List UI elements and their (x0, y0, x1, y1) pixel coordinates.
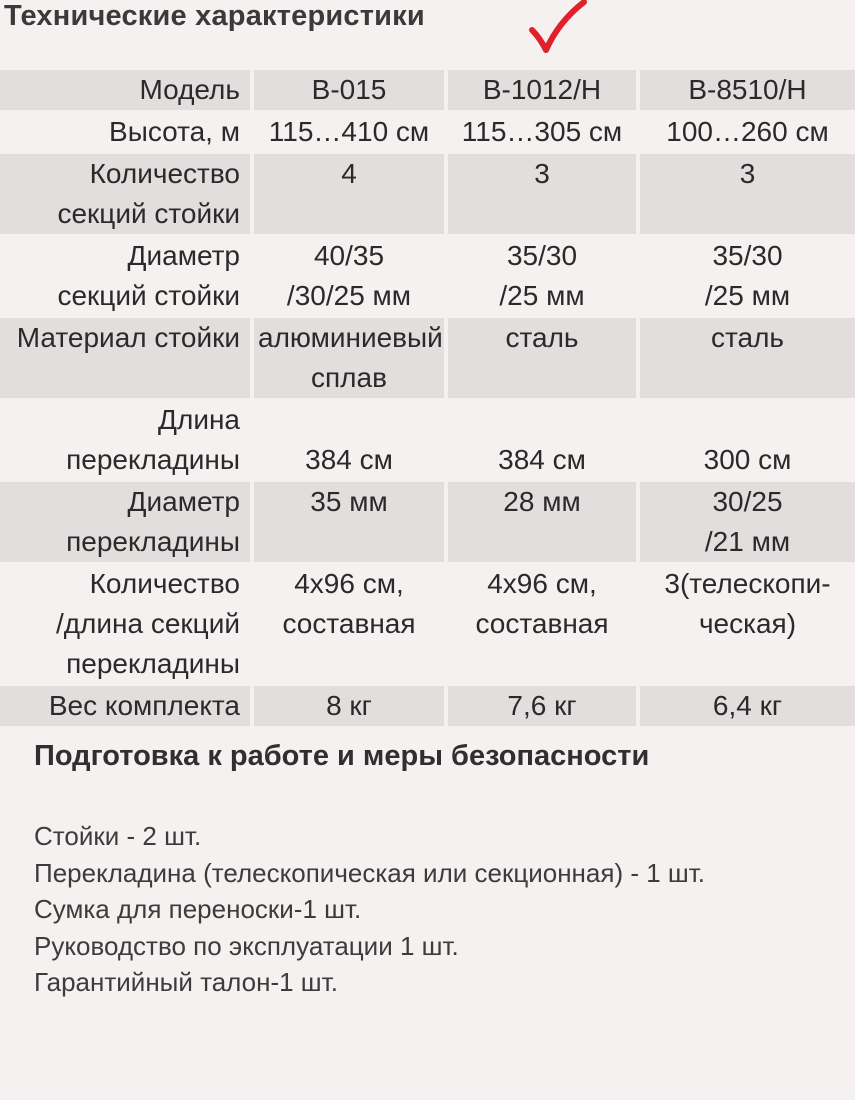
table-cell-line: B-8510/H (688, 74, 807, 105)
table-cell-line: ческая) (698, 608, 797, 639)
row-label-line: перекладины (66, 444, 240, 475)
row-label (0, 400, 254, 482)
table-cell-line: 35/30 (712, 240, 783, 271)
table-cell-line: 28 мм (503, 486, 581, 517)
table-cell-line: 3 (534, 158, 550, 189)
table-cell (448, 318, 640, 400)
table-cell (640, 318, 855, 400)
table-cell (448, 564, 640, 686)
table-cell (254, 154, 448, 236)
row-label (0, 318, 254, 400)
table-row (0, 564, 855, 686)
row-label-line: секций стойки (57, 280, 240, 311)
table-cell-line: составная (282, 608, 416, 639)
table-cell (254, 400, 448, 482)
row-label (0, 236, 254, 318)
table-cell-line (644, 400, 851, 440)
table-row (0, 318, 855, 400)
table-cell (640, 482, 855, 564)
list-item: Сумка для переноски-1 шт. (34, 894, 362, 924)
table-cell-line: 7,6 кг (507, 690, 577, 721)
table-cell (640, 564, 855, 686)
row-label-line: /длина секций (55, 608, 240, 639)
row-label-line: Количество (89, 158, 240, 189)
table-cell-line: 384 см (305, 444, 393, 475)
specifications-table (0, 70, 855, 728)
table-cell-line: 300 см (703, 444, 792, 475)
table-cell (448, 70, 640, 112)
table-cell-line (258, 400, 440, 440)
table-cell (254, 686, 448, 728)
row-label-line: Диаметр (127, 486, 240, 517)
table-cell (254, 564, 448, 686)
table-cell-line: 4x96 см, (487, 568, 597, 599)
table-cell-line: сталь (710, 322, 784, 353)
table-cell-line: алюминиевый (258, 322, 443, 353)
table-cell (640, 70, 855, 112)
table-cell (448, 686, 640, 728)
table-cell-line: сплав (311, 362, 387, 393)
table-cell-line: сталь (505, 322, 579, 353)
list-item: Гарантийный талон-1 шт. (34, 967, 338, 997)
table-cell-line: /30/25 мм (286, 280, 412, 311)
table-cell-line: 4 (341, 158, 357, 189)
row-label (0, 686, 254, 728)
row-label (0, 70, 254, 112)
table-cell-line: /25 мм (704, 280, 791, 311)
specs-heading: Технические характеристики (4, 0, 425, 32)
table-cell (640, 686, 855, 728)
table-cell (448, 482, 640, 564)
table-cell-line: 35/30 (506, 240, 578, 271)
table-cell (448, 236, 640, 318)
table-row (0, 400, 855, 482)
table-cell-line: B-1012/H (482, 74, 602, 105)
table-cell (640, 112, 855, 154)
table-row (0, 112, 855, 154)
table-cell (448, 112, 640, 154)
table-cell-line: 3(телескопи- (664, 568, 831, 599)
table-row (0, 70, 855, 112)
table-row (0, 154, 855, 236)
table-cell (254, 112, 448, 154)
table-cell-line: 8 кг (326, 690, 372, 721)
table-cell (640, 154, 855, 236)
package-contents-list (34, 818, 705, 1001)
table-cell-line (452, 400, 632, 440)
table-cell-line: 4x96 см, (294, 568, 404, 599)
row-label-line: Модель (139, 74, 240, 105)
row-label-line: Вес комплекта (48, 690, 240, 721)
table-row (0, 236, 855, 318)
table-cell-line: 40/35 (313, 240, 385, 271)
table-row (0, 686, 855, 728)
table-cell (254, 482, 448, 564)
table-cell-line: 35 мм (310, 486, 388, 517)
table-cell-line: 115…410 см (268, 116, 430, 147)
list-item: Стойки - 2 шт. (34, 821, 202, 851)
row-label (0, 564, 254, 686)
table-cell (640, 400, 855, 482)
table-cell-line: B-015 (311, 74, 387, 105)
table-cell-line: 384 см (498, 444, 586, 475)
preparation-heading: Подготовка к работе и меры безопасности (34, 740, 650, 772)
row-label (0, 154, 254, 236)
table-cell-line: 6,4 кг (712, 690, 783, 721)
red-checkmark-icon (528, 0, 588, 60)
table-row (0, 482, 855, 564)
row-label-line: перекладины (66, 526, 240, 557)
row-label-line: Количество (89, 568, 240, 599)
row-label-line: Длина (158, 404, 240, 435)
row-label (0, 482, 254, 564)
table-cell-line: 30/25 (712, 486, 783, 517)
table-cell-line: составная (475, 608, 609, 639)
table-cell (640, 236, 855, 318)
row-label-line: Материал стойки (16, 322, 240, 353)
table-cell (254, 236, 448, 318)
row-label-line: Диаметр (127, 240, 240, 271)
table-cell (448, 400, 640, 482)
list-item: Руководство по эксплуатации 1 шт. (34, 930, 459, 961)
list-item: Перекладина (телескопическая или секционная) - 1 шт. (34, 857, 706, 888)
table-cell (448, 154, 640, 236)
row-label-line: секций стойки (57, 198, 240, 229)
row-label (0, 112, 254, 154)
table-cell-line: 115…305 см (461, 116, 623, 147)
table-cell (254, 318, 448, 400)
table-cell-line: 3 (739, 158, 756, 189)
row-label-line: Высота, м (109, 116, 240, 147)
table-cell-line: /25 мм (499, 280, 585, 311)
specifications-table-body (0, 70, 855, 728)
table-cell-line: 100…260 см (666, 116, 829, 147)
row-label-line: перекладины (66, 648, 240, 679)
table-cell-line: /21 мм (704, 526, 791, 557)
table-cell (254, 70, 448, 112)
